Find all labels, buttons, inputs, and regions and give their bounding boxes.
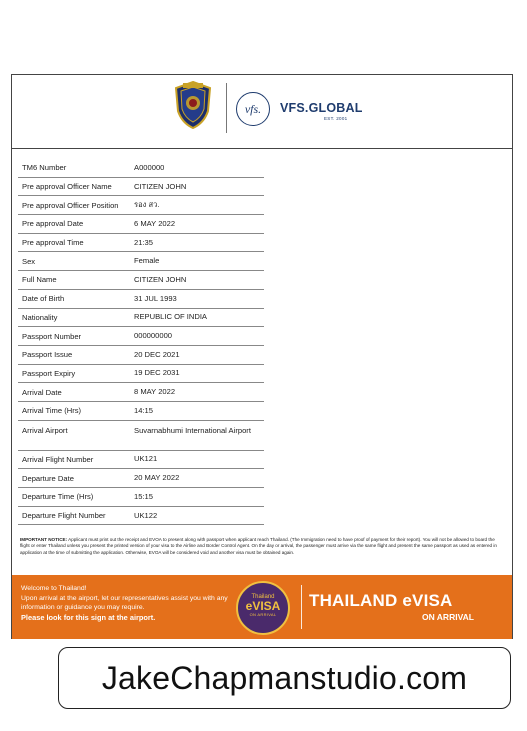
field-label: Date of Birth xyxy=(22,294,65,304)
field-label: Departure Date xyxy=(22,473,74,483)
field-value: Suvarnabhumi International Airport xyxy=(134,425,251,435)
header-divider xyxy=(226,83,227,133)
banner-subtitle: ON ARRIVAL xyxy=(422,612,474,622)
field-row xyxy=(18,383,264,402)
evisa-badge-icon xyxy=(236,581,290,635)
field-row xyxy=(18,327,264,346)
badge-bottom-text: ON ARRIVAL xyxy=(249,612,277,617)
field-value: A000000 xyxy=(134,162,165,172)
banner-welcome: Welcome to Thailand! xyxy=(21,585,87,592)
field-row xyxy=(18,178,264,197)
field-row xyxy=(18,215,264,234)
field-value: 20 MAY 2022 xyxy=(134,473,180,483)
field-row xyxy=(18,290,264,309)
field-row xyxy=(18,365,264,384)
field-value: CITIZEN JOHN xyxy=(134,274,187,284)
field-row xyxy=(18,196,264,215)
field-value: 21:35 xyxy=(134,237,154,247)
field-label: Departure Time (Hrs) xyxy=(22,492,94,502)
field-label: TM6 Number xyxy=(22,163,67,173)
field-value: 6 MAY 2022 xyxy=(134,218,176,228)
field-row xyxy=(18,346,264,365)
field-label: Arrival Flight Number xyxy=(22,454,94,464)
field-row xyxy=(18,488,264,507)
badge-top-text: Thailand xyxy=(251,594,275,600)
banner-divider xyxy=(301,585,302,629)
banner-assist-text: Upon arrival at the airport, let our representatives assist you with any information or guidance you may require. xyxy=(21,594,228,611)
field-value: UK122 xyxy=(134,510,158,520)
banner-message xyxy=(21,584,231,622)
vfs-brand-name: VFS.GLOBAL xyxy=(280,101,363,115)
field-value: Female xyxy=(134,256,160,266)
field-row xyxy=(18,234,264,253)
document-header xyxy=(12,75,512,149)
field-row xyxy=(18,159,264,178)
field-label: Arrival Time (Hrs) xyxy=(22,406,82,416)
vfs-established: EST. 2001 xyxy=(324,116,348,121)
field-value: 31 JUL 1993 xyxy=(134,293,177,303)
vfs-logo-icon: vfs. xyxy=(236,92,270,126)
watermark-box: JakeChapmanstudio.com xyxy=(58,647,511,709)
badge-main-text: eVISA xyxy=(245,599,281,613)
field-row xyxy=(18,271,264,290)
banner-title: THAILAND eVISA xyxy=(309,591,453,610)
notice-body: Applicant must print out the receipt and EVOA to present along with passport when applicant reach Thailand. (The Immigration need to have proof of payment for their report). You will not be allowed to board the flight or enter Thailand unless you present the printed version of your visa to the Airline and Border Control Agent. On the day or arrival, the passenger must arrive via the same flight and present the same passport as used as entered in application at the time of submitting the application. Otherwise, EVOA will be considered void and another visa must be obtained again. xyxy=(20,537,497,555)
notice-title: IMPORTANT NOTICE: xyxy=(20,537,68,542)
field-value: 19 DEC 2031 xyxy=(134,368,180,378)
field-label: Sex xyxy=(22,256,36,266)
important-notice xyxy=(20,537,502,556)
field-row xyxy=(18,469,264,488)
field-row xyxy=(18,309,264,328)
field-value: 20 DEC 2021 xyxy=(134,349,180,359)
field-label: Pre approval Time xyxy=(22,238,84,248)
field-value: 8 MAY 2022 xyxy=(134,387,176,397)
field-row xyxy=(18,421,264,451)
field-label: Departure Flight Number xyxy=(22,511,106,521)
field-value: UK121 xyxy=(134,454,158,464)
field-label: Nationality xyxy=(22,312,58,322)
field-value: 14:15 xyxy=(134,405,154,415)
field-label: Full Name xyxy=(22,275,57,285)
field-row xyxy=(18,507,264,526)
field-label: Passport Number xyxy=(22,331,82,341)
banner-cta: Please look for this sign at the airport. xyxy=(21,612,156,622)
field-value: CITIZEN JOHN xyxy=(134,181,187,191)
field-row xyxy=(18,402,264,421)
evoa-document xyxy=(11,74,513,639)
field-label: Pre approval Date xyxy=(22,219,84,229)
field-value: 000000000 xyxy=(134,331,173,341)
field-row xyxy=(18,451,264,470)
field-label: Passport Expiry xyxy=(22,368,76,378)
field-label: Pre approval Officer Name xyxy=(22,182,112,192)
field-label: Arrival Date xyxy=(22,387,62,397)
field-label: Passport Issue xyxy=(22,350,73,360)
field-label: Pre approval Officer Position xyxy=(22,200,119,210)
police-badge-icon xyxy=(174,81,212,129)
welcome-banner xyxy=(12,575,512,639)
applicant-details-table xyxy=(18,159,264,525)
field-value: REPUBLIC OF INDIA xyxy=(134,312,207,322)
field-row xyxy=(18,252,264,271)
field-value: รอง สว. xyxy=(134,200,160,210)
field-label: Arrival Airport xyxy=(22,425,68,435)
field-value: 15:15 xyxy=(134,491,154,501)
